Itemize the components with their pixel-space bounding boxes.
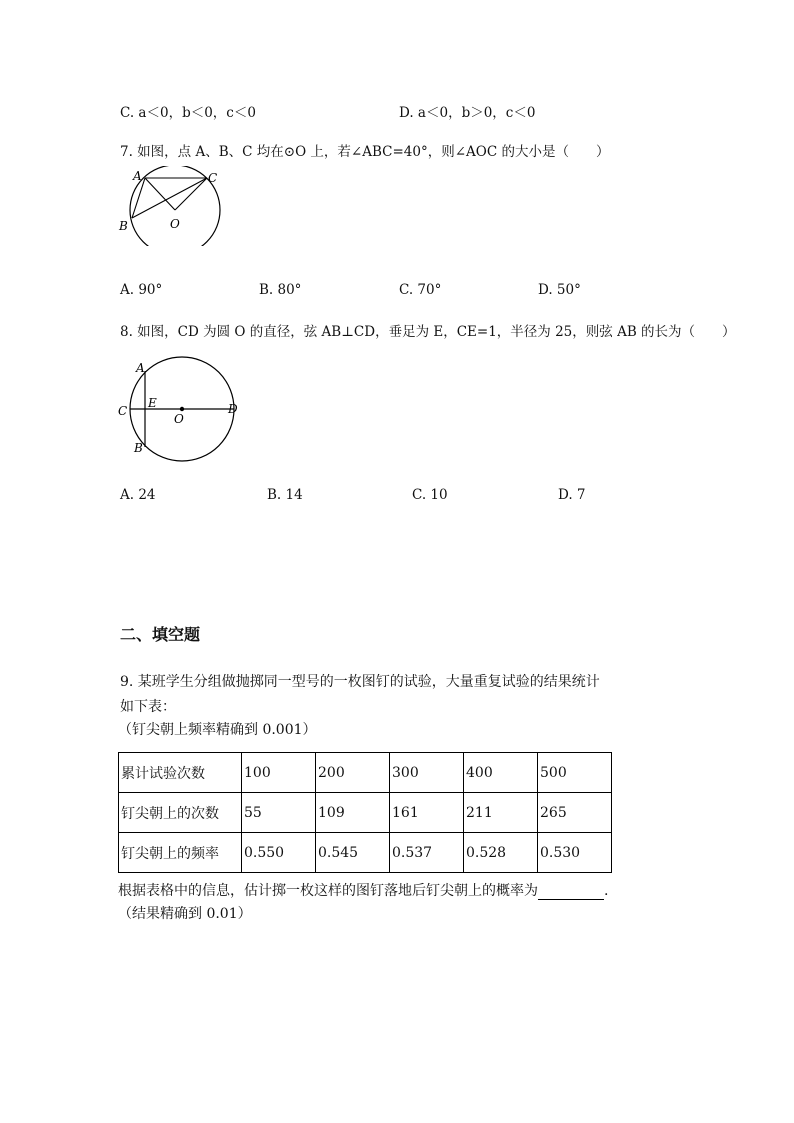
q8-label-a: A: [136, 361, 145, 375]
table-cell: 100: [242, 753, 316, 793]
frequency-table: [118, 752, 612, 873]
table-cell: 0.528: [464, 833, 538, 873]
table-row-header: 累计试验次数: [119, 753, 242, 793]
q9-stem-line2: 如下表：: [120, 699, 176, 715]
table-cell: 0.545: [316, 833, 390, 873]
table-cell: 161: [390, 793, 464, 833]
q9-stem-line1: 9. 某班学生分组做抛掷同一型号的一枚图钉的试验，大量重复试验的结果统计: [120, 674, 600, 690]
q7-option-b: B. 80°: [259, 282, 302, 298]
table-cell: 55: [242, 793, 316, 833]
table-cell: 300: [390, 753, 464, 793]
table-row: [119, 793, 612, 833]
table-cell: 0.550: [242, 833, 316, 873]
q8-label-b: B: [134, 441, 143, 455]
q9-after-end: .: [604, 883, 609, 899]
table-cell: 200: [316, 753, 390, 793]
q9-result-note: （结果精确到 0.01）: [118, 906, 252, 922]
table-row-header: 钉尖朝上的频率: [119, 833, 242, 873]
q7-label-c: C: [208, 171, 218, 185]
table-cell: 400: [464, 753, 538, 793]
q8-option-b: B. 14: [267, 487, 303, 503]
q7-label-b: B: [119, 219, 128, 233]
answer-blank[interactable]: [538, 885, 604, 900]
section-title: 二、填空题: [120, 625, 201, 644]
q7-option-d: D. 50°: [538, 282, 581, 298]
q7-option-c: C. 70°: [399, 282, 442, 298]
q8-label-d: D: [228, 402, 238, 416]
q6-option-c: C. a＜0，b＜0，c＜0: [120, 105, 256, 121]
table-row: [119, 753, 612, 793]
q9-note: （钉尖朝上频率精确到 0.001）: [118, 722, 317, 738]
q7-option-a: A. 90°: [120, 282, 163, 298]
q6-option-d: D. a＜0，b＞0，c＜0: [399, 105, 536, 121]
table-cell: 0.530: [538, 833, 612, 873]
q8-option-c: C. 10: [412, 487, 448, 503]
q7-stem: 7. 如图，点 A、B、C 均在⊙O 上，若∠ABC=40°，则∠AOC 的大小是（ ）: [120, 144, 610, 160]
table-cell: 211: [464, 793, 538, 833]
table-cell: 500: [538, 753, 612, 793]
q7-circle-diagram: [112, 166, 232, 246]
q8-stem: 8. 如图，CD 为圆 O 的直径，弦 AB⊥CD，垂足为 E，CE=1，半径为 25，则弦 AB 的长为（ ）: [120, 324, 736, 340]
table-row: [119, 833, 612, 873]
q7-label-a: A: [133, 169, 142, 183]
table-cell: 109: [316, 793, 390, 833]
q8-label-o: O: [174, 412, 184, 426]
q9-after-text: 根据表格中的信息，估计掷一枚这样的图钉落地后钉尖朝上的概率为: [118, 883, 538, 899]
table-cell: 0.537: [390, 833, 464, 873]
q8-option-d: D. 7: [558, 487, 586, 503]
q7-segment-ao: [145, 178, 175, 210]
q8-label-e: E: [148, 396, 157, 410]
q7-segment-co: [175, 178, 207, 210]
q8-center-point: [180, 407, 184, 411]
q8-option-a: A. 24: [120, 487, 156, 503]
table-cell: 265: [538, 793, 612, 833]
q8-label-c: C: [118, 404, 128, 418]
q8-circle-diagram: [112, 356, 247, 462]
q7-label-o: O: [170, 217, 180, 231]
table-row-header: 钉尖朝上的次数: [119, 793, 242, 833]
q9-after-table-line: [118, 880, 608, 900]
